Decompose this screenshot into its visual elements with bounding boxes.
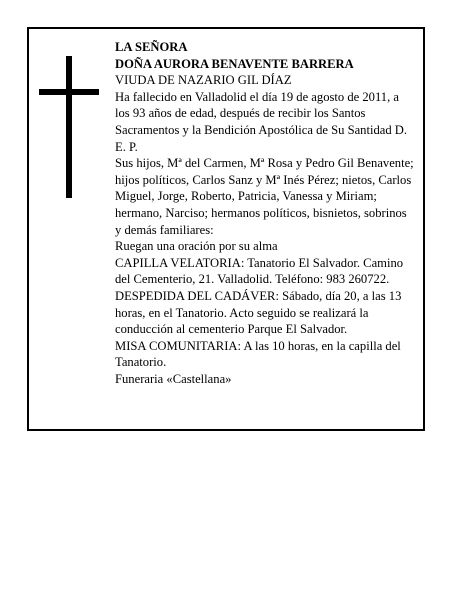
family-paragraph: Sus hijos, Mª del Carmen, Mª Rosa y Pedro Gil Benavente; hijos políticos, Carlos Sanz y Mª Inés Pérez; nietos, Carlos Miguel, Jorge, Roberto, Patricia, Vanessa y Miriam; hermano, Narciso; hermanos políticos, bisnietos, sobrinos y demás familiares:	[115, 156, 414, 237]
death-paragraph: Ha fallecido en Valladolid el día 19 de agosto de 2011, a los 93 años de edad, después de recibir los Santos Sacramentos y la Bendición Apostólica de Su Santidad D. E. P.	[115, 89, 408, 154]
cross-icon	[39, 56, 99, 198]
obituary-notice	[27, 27, 425, 431]
widow-line: VIUDA DE NAZARIO GIL DÍAZ	[115, 73, 292, 88]
mass-paragraph: MISA COMUNITARIA: A las 10 horas, en la capilla del Tanatorio.	[115, 338, 401, 370]
cross-vertical-bar	[66, 56, 72, 198]
title-line: LA SEÑORA	[115, 40, 188, 54]
funeral-home-line: Funeraria «Castellana»	[115, 371, 232, 386]
farewell-paragraph: DESPEDIDA DEL CADÁVER: Sábado, día 20, a las 13 horas, en el Tanatorio. Acto seguido se realizará la conducción al cementerio Parque El Salvador.	[115, 288, 402, 337]
deceased-name: DOÑA AURORA BENAVENTE BARRERA	[115, 56, 354, 71]
obituary-text	[115, 39, 415, 387]
prayer-line: Ruegan una oración por su alma	[115, 239, 278, 254]
chapel-paragraph: CAPILLA VELATORIA: Tanatorio El Salvador. Camino del Cementerio, 21. Valladolid. Teléfono: 983 260722.	[115, 255, 404, 287]
cross-horizontal-bar	[39, 89, 99, 95]
